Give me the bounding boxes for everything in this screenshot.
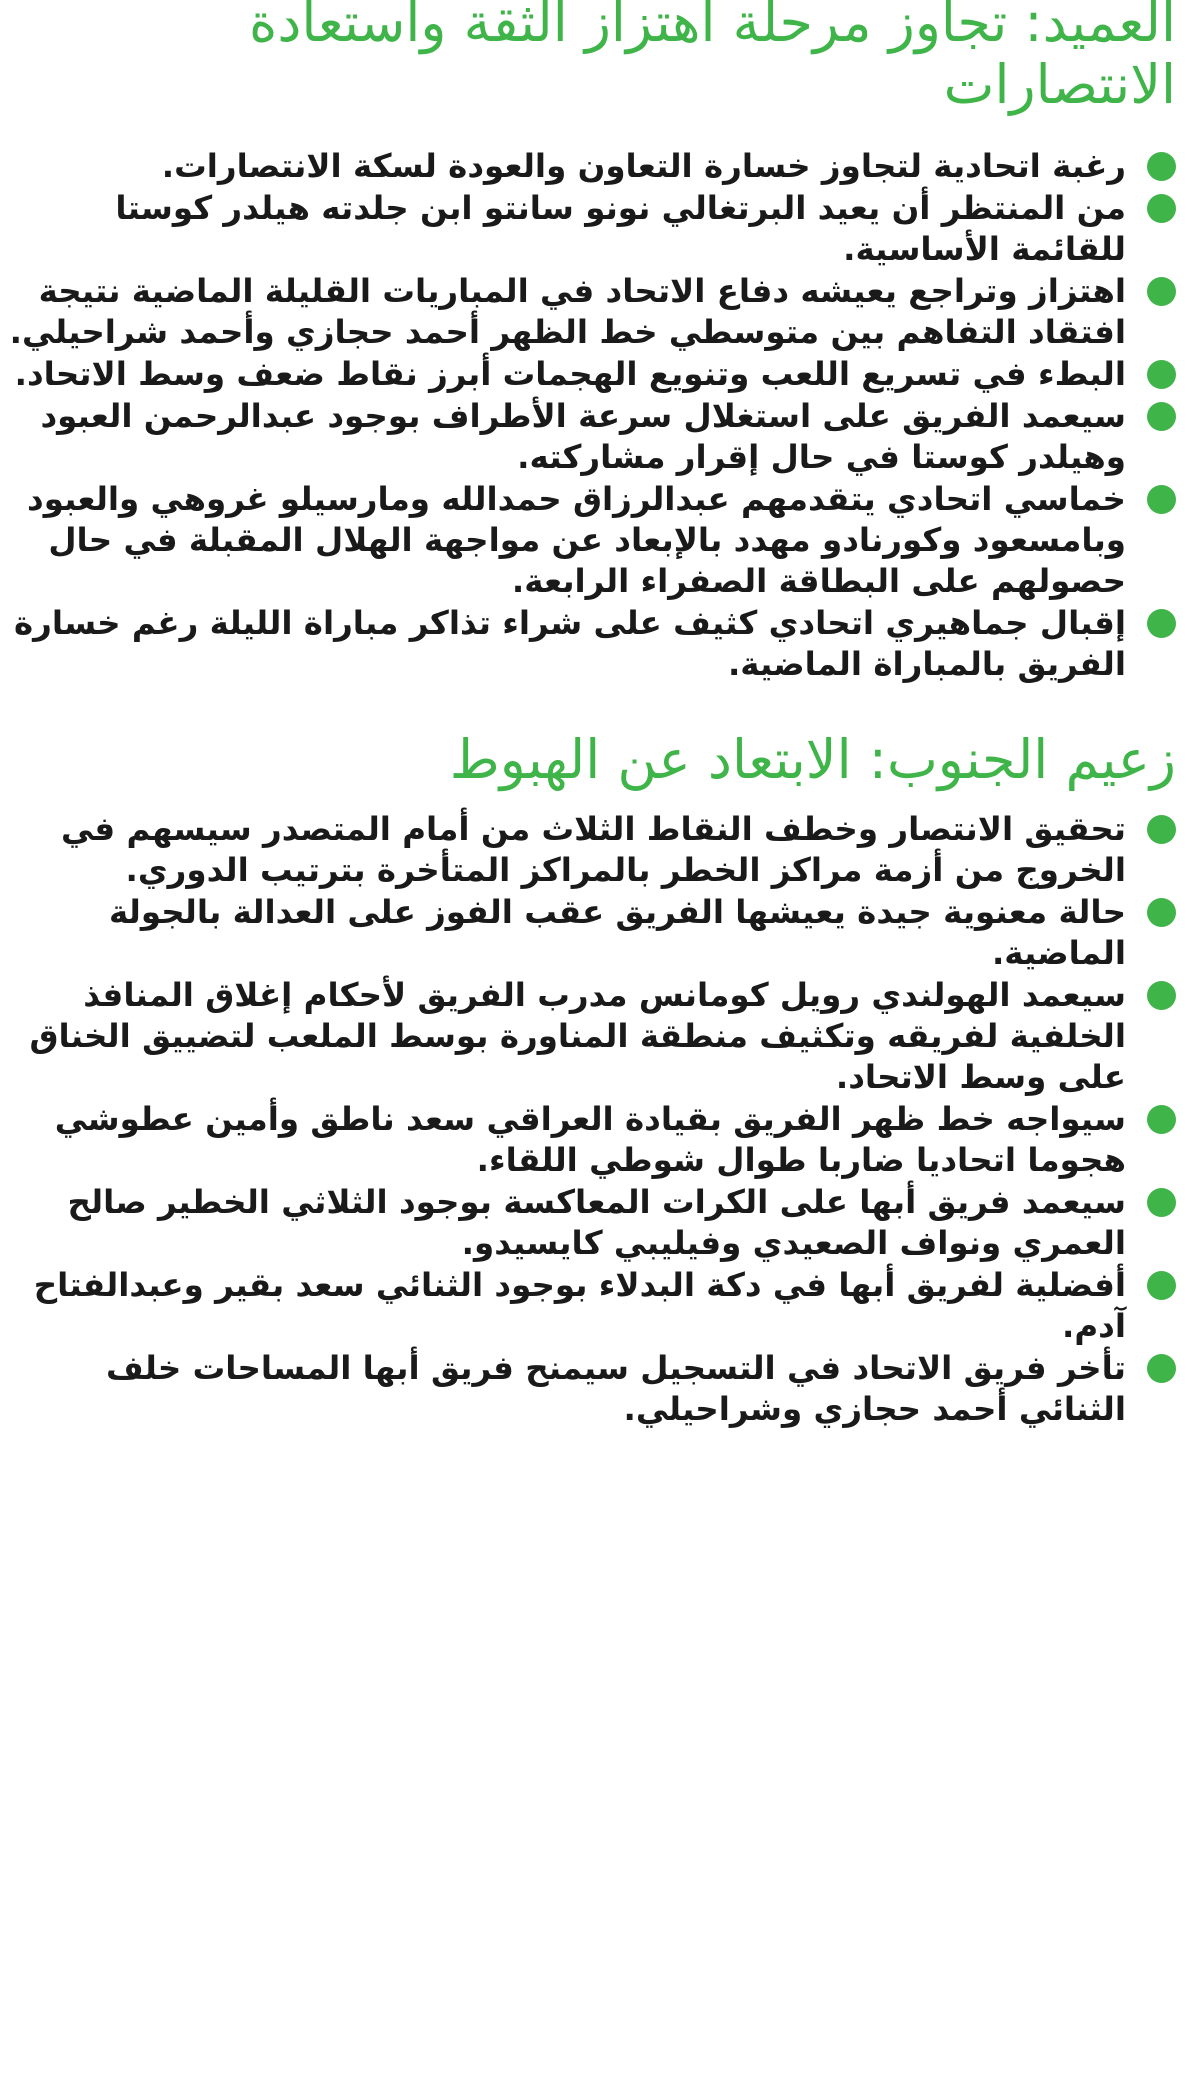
list-item [0,603,1180,685]
list-item [0,892,1180,974]
bullet-dot-icon [1147,360,1176,389]
list-item-text: حالة معنوية جيدة يعيشها الفريق عقب الفوز على العدالة بالجولة الماضية. [108,893,1126,972]
section-title-abha: زعيم الجنوب: الابتعاد عن الهبوط [449,728,1176,791]
bullet-list-abha [0,809,1180,1430]
list-item-text: رغبة اتحادية لتجاوز خسارة التعاون والعودة لسكة الانتصارات. [161,147,1126,185]
list-item [0,1182,1180,1264]
section-title-ittihad: العميد: تجاوز مرحلة اهتزاز الثقة واستعادة الانتصارات [249,0,1176,116]
list-item-text: تأخر فريق الاتحاد في التسجيل سيمنح فريق أبها المساحات خلف الثنائي أحمد حجازي وشراحيلي. [105,1349,1126,1428]
bullet-dot-icon [1147,981,1176,1010]
bullet-dot-icon [1147,277,1176,306]
bullet-dot-icon [1147,485,1176,514]
list-item-text: سيعمد فريق أبها على الكرات المعاكسة بوجود الثلاثي الخطير صالح العمري ونواف الصعيدي وفيليبي كايسيدو. [67,1183,1126,1262]
list-item [0,1348,1180,1430]
list-item-text: سيعمد الفريق على استغلال سرعة الأطراف بوجود عبدالرحمن العبود وهيلدر كوستا في حال إقرار مشاركته. [40,397,1126,476]
bullet-dot-icon [1147,898,1176,927]
bullet-dot-icon [1147,1105,1176,1134]
list-item-text: تحقيق الانتصار وخطف النقاط الثلاث من أمام المتصدر سيسهم في الخروج من أزمة مراكز الخطر بالمراكز المتأخرة بترتيب الدوري. [60,810,1126,889]
list-item-text: سيواجه خط ظهر الفريق بقيادة العراقي سعد ناطق وأمين عطوشي هجوما اتحاديا ضاربا طوال شوطي اللقاء. [54,1100,1126,1179]
list-item [0,975,1180,1098]
bullet-dot-icon [1147,609,1176,638]
list-item [0,1265,1180,1347]
list-item [0,809,1180,891]
list-item-text: أفضلية لفريق أبها في دكة البدلاء بوجود الثنائي سعد بقير وعبدالفتاح آدم. [33,1266,1126,1345]
bullet-dot-icon [1147,194,1176,223]
bullet-dot-icon [1147,1271,1176,1300]
list-item-text: إقبال جماهيري اتحادي كثيف على شراء تذاكر مباراة الليلة رغم خسارة الفريق بالمباراة الماضية. [13,604,1126,683]
bullet-list-ittihad [0,146,1180,685]
list-item-text: خماسي اتحادي يتقدمهم عبدالرزاق حمدالله ومارسيلو غروهي والعبود وبامسعود وكورنادو مهدد بالإبعاد عن مواجهة الهلال المقبلة في حال حصولهم على البطاقة الصفراء الرابعة. [27,480,1126,600]
bullet-dot-icon [1147,1188,1176,1217]
list-item [0,188,1180,270]
bullet-dot-icon [1147,1354,1176,1383]
list-item-text: البطء في تسريع اللعب وتنويع الهجمات أبرز نقاط ضعف وسط الاتحاد. [14,355,1126,393]
list-item [0,479,1180,602]
bullet-dot-icon [1147,152,1176,181]
list-item-text: اهتزاز وتراجع يعيشه دفاع الاتحاد في المباريات القليلة الماضية نتيجة افتقاد التفاهم بين متوسطي خط الظهر أحمد حجازي وأحمد شراحيلي. [9,272,1126,351]
list-item [0,271,1180,353]
list-item-text: من المنتظر أن يعيد البرتغالي نونو سانتو ابن جلدته هيلدر كوستا للقائمة الأساسية. [115,189,1126,268]
list-item [0,1099,1180,1181]
bullet-dot-icon [1147,402,1176,431]
list-item [0,354,1180,395]
list-item [0,146,1180,187]
list-item-text: سيعمد الهولندي رويل كومانس مدرب الفريق لأحكام إغلاق المنافذ الخلفية لفريقه وتكثيف منطقة المناورة بوسط الملعب لتضييق الخناق على وسط الاتحاد. [29,976,1126,1096]
bullet-dot-icon [1147,815,1176,844]
list-item [0,396,1180,478]
